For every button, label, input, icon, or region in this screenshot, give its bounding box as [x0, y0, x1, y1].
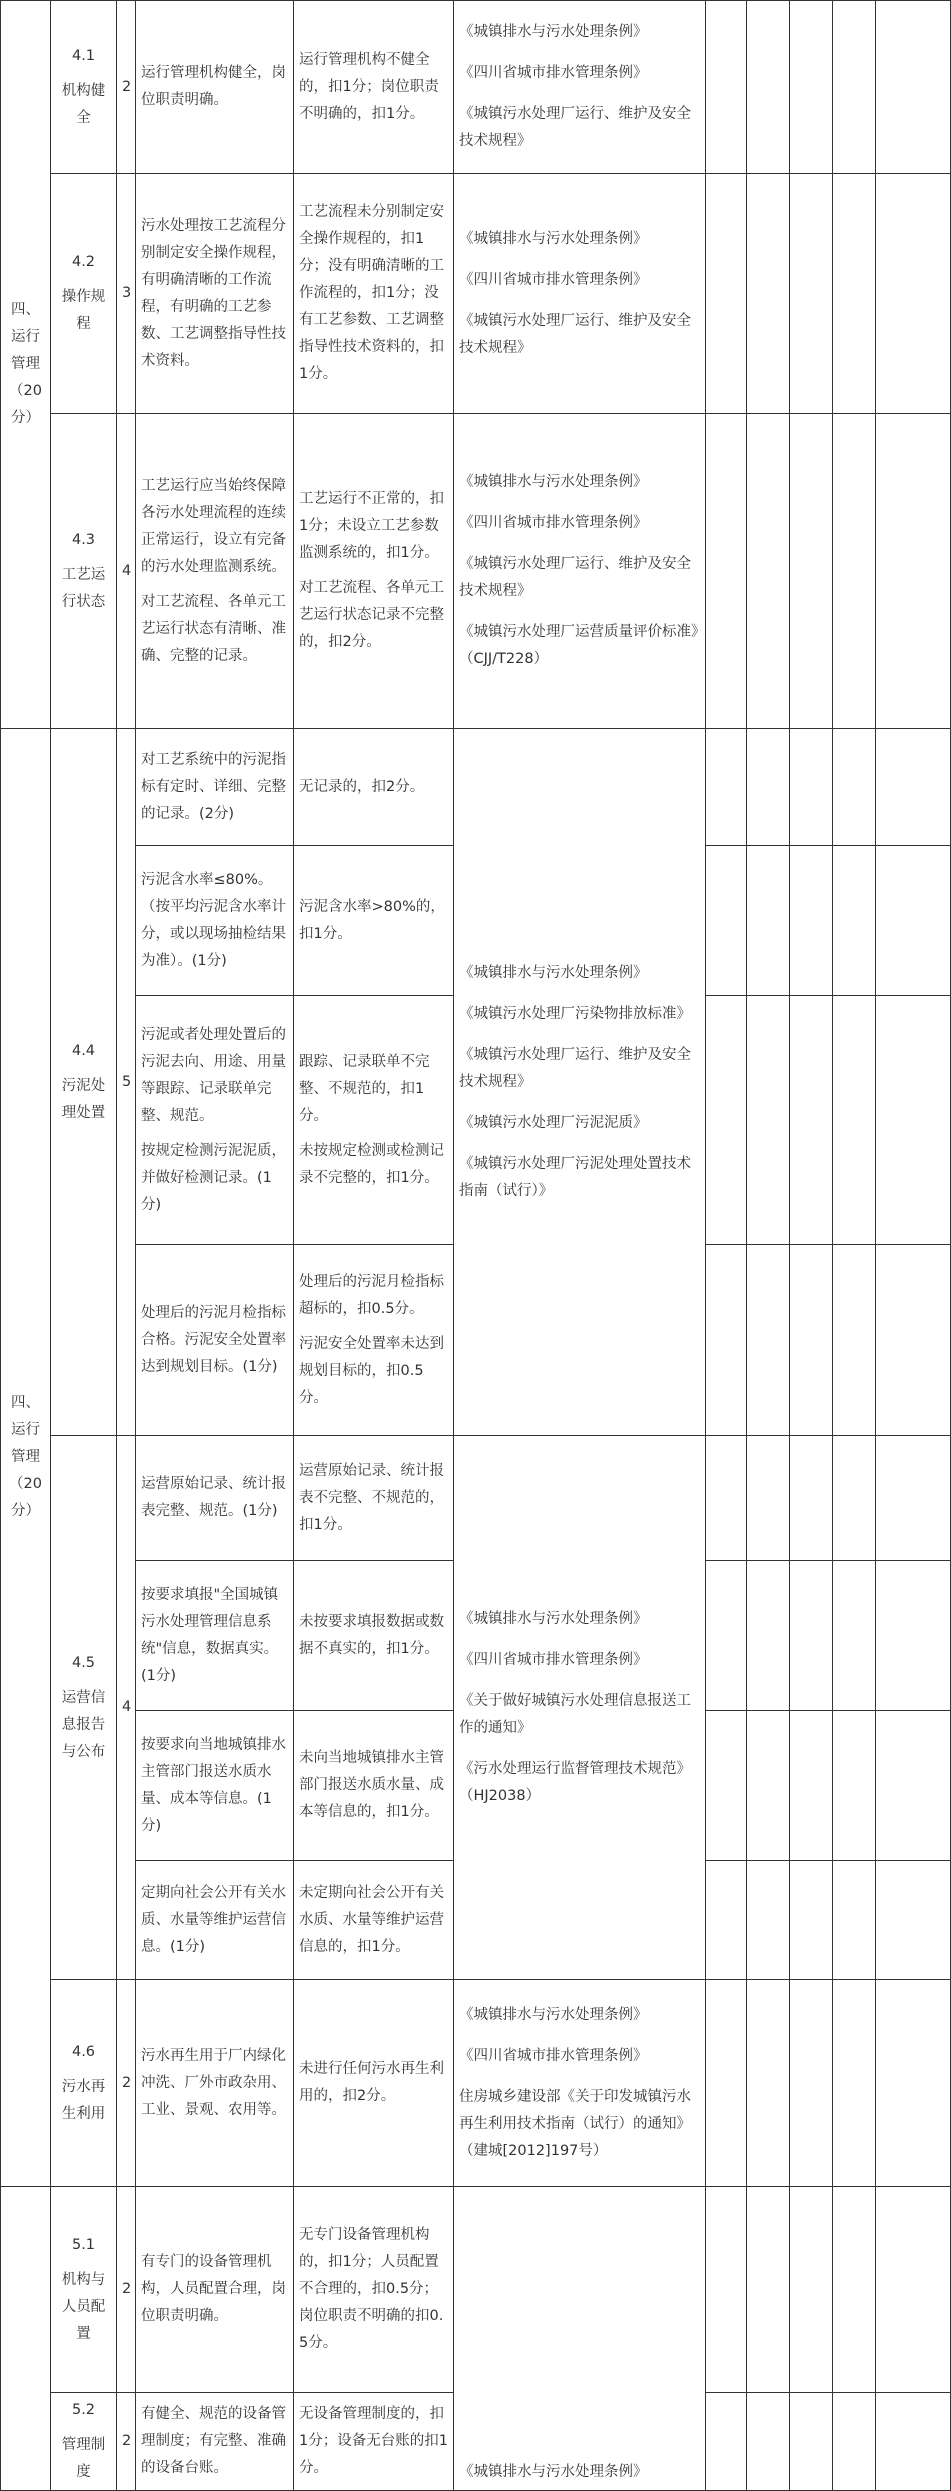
- item-deduction: 工艺流程未分别制定安全操作规程的，扣1分；没有明确清晰的工作流程的，扣1分；没有工艺参数、工艺调整指导性技术资料的，扣1分。: [294, 174, 454, 414]
- blank-cell: [747, 996, 790, 1245]
- item-content: 处理后的污泥月检指标合格。污泥安全处置率达到规划目标。(1分): [136, 1245, 294, 1436]
- blank-cell: [790, 174, 833, 414]
- blank-cell: [706, 1436, 747, 1561]
- item-deduction: 未定期向社会公开有关水质、水量等维护运营信息的，扣1分。: [294, 1861, 454, 1980]
- blank-cell: [706, 729, 747, 846]
- blank-cell: [833, 1980, 876, 2187]
- blank-cell: [876, 846, 951, 996]
- item-references: 《城镇排水与污水处理条例》 《四川省城市排水管理条例》 《城镇污水处理厂运行、维护及安全技术规程》: [454, 1, 706, 174]
- blank-cell: [747, 174, 790, 414]
- blank-cell: [747, 1245, 790, 1436]
- item-content: 污水再生用于厂内绿化冲洗、厂外市政杂用、工业、景观、农用等。: [136, 1980, 294, 2187]
- item-code-name: 5.2 管理制度: [51, 2393, 117, 2491]
- table-row: [1, 729, 951, 846]
- section-label-ops-a: 四、运行管理（20分）: [1, 1, 51, 729]
- blank-cell: [706, 1561, 747, 1711]
- item-content: 运行管理机构健全，岗位职责明确。: [136, 1, 294, 174]
- item-content: 定期向社会公开有关水质、水量等维护运营信息。(1分): [136, 1861, 294, 1980]
- blank-cell: [790, 846, 833, 996]
- blank-cell: [876, 414, 951, 729]
- blank-cell: [833, 1561, 876, 1711]
- blank-cell: [706, 996, 747, 1245]
- item-deduction: 未按要求填报数据或数据不真实的，扣1分。: [294, 1561, 454, 1711]
- item-score: 2: [117, 2393, 136, 2491]
- item-content: 按要求向当地城镇排水主管部门报送水质水量、成本等信息。(1分): [136, 1711, 294, 1861]
- blank-cell: [747, 2187, 790, 2393]
- blank-cell: [706, 1, 747, 174]
- blank-cell: [876, 2393, 951, 2491]
- table-row: [1, 1, 951, 174]
- blank-cell: [790, 1980, 833, 2187]
- blank-cell: [747, 1436, 790, 1561]
- item-deduction: 运行管理机构不健全的，扣1分；岗位职责不明确的，扣1分。: [294, 1, 454, 174]
- blank-cell: [876, 1980, 951, 2187]
- blank-cell: [833, 1436, 876, 1561]
- item-deduction: 处理后的污泥月检指标超标的，扣0.5分。 污泥安全处置率未达到规划目标的，扣0.5分。: [294, 1245, 454, 1436]
- item-code-name: 4.1 机构健全: [51, 1, 117, 174]
- item-content: 有健全、规范的设备管理制度；有完整、准确的设备台账。: [136, 2393, 294, 2491]
- blank-cell: [747, 1861, 790, 1980]
- item-content: 污泥或者处理处置后的污泥去向、用途、用量等跟踪、记录联单完整、规范。 按规定检测污泥泥质，并做好检测记录。(1分): [136, 996, 294, 1245]
- blank-cell: [747, 846, 790, 996]
- blank-cell: [747, 1980, 790, 2187]
- item-deduction: 未向当地城镇排水主管部门报送水质水量、成本等信息的，扣1分。: [294, 1711, 454, 1861]
- blank-cell: [706, 1711, 747, 1861]
- blank-cell: [833, 1711, 876, 1861]
- item-content: 污泥含水率≤80%。（按平均污泥含水率计分，或以现场抽检结果为准）。(1分): [136, 846, 294, 996]
- item-deduction: 无记录的，扣2分。: [294, 729, 454, 846]
- blank-cell: [833, 414, 876, 729]
- table-row: [1, 1980, 951, 2187]
- blank-cell: [876, 1561, 951, 1711]
- item-score: 4: [117, 1436, 136, 1980]
- blank-cell: [790, 2187, 833, 2393]
- blank-cell: [706, 2187, 747, 2393]
- item-references: 《城镇排水与污水处理条例》 《四川省城市排水管理条例》 《城镇污水处理厂运行、维护及安全技术规程》 《城镇污水处理厂运营质量评价标准》（CJJ/T228）: [454, 414, 706, 729]
- blank-cell: [790, 996, 833, 1245]
- item-deduction: 无专门设备管理机构的，扣1分；人员配置不合理的，扣0.5分；岗位职责不明确的扣0.5分。: [294, 2187, 454, 2393]
- blank-cell: [876, 1, 951, 174]
- item-content: 工艺运行应当始终保障各污水处理流程的连续正常运行，设立有完备的污水处理监测系统。 对工艺流程、各单元工艺运行状态有清晰、准确、完整的记录。: [136, 414, 294, 729]
- blank-cell: [876, 2187, 951, 2393]
- item-references: 《城镇排水与污水处理条例》: [454, 2187, 706, 2491]
- item-references: 《城镇排水与污水处理条例》 《四川省城市排水管理条例》 住房城乡建设部《关于印发城镇污水再生利用技术指南（试行）的通知》（建城[2012]197号）: [454, 1980, 706, 2187]
- blank-cell: [833, 1861, 876, 1980]
- item-content: 污水处理按工艺流程分别制定安全操作规程，有明确清晰的工作流程，有明确的工艺参数、工艺调整指导性技术资料。: [136, 174, 294, 414]
- item-deduction: 工艺运行不正常的，扣1分；未设立工艺参数监测系统的，扣1分。 对工艺流程、各单元工艺运行状态记录不完整的，扣2分。: [294, 414, 454, 729]
- item-code-name: 4.6 污水再生利用: [51, 1980, 117, 2187]
- blank-cell: [876, 729, 951, 846]
- item-deduction: 污泥含水率>80%的，扣1分。: [294, 846, 454, 996]
- item-score: 2: [117, 1, 136, 174]
- table-row: [1, 174, 951, 414]
- section-label-ops-b: 四、运行管理（20分）: [1, 729, 51, 2187]
- item-code-name: 4.4 污泥处理处置: [51, 729, 117, 1436]
- blank-cell: [790, 729, 833, 846]
- item-deduction: 跟踪、记录联单不完整、不规范的，扣1分。 未按规定检测或检测记录不完整的，扣1分。: [294, 996, 454, 1245]
- blank-cell: [790, 414, 833, 729]
- blank-cell: [747, 1711, 790, 1861]
- item-content: 有专门的设备管理机构，人员配置合理，岗位职责明确。: [136, 2187, 294, 2393]
- blank-cell: [876, 1245, 951, 1436]
- item-score: 2: [117, 2187, 136, 2393]
- table-row: [1, 414, 951, 729]
- blank-cell: [876, 996, 951, 1245]
- blank-cell: [790, 1245, 833, 1436]
- blank-cell: [790, 1561, 833, 1711]
- blank-cell: [790, 1436, 833, 1561]
- item-code-name: 4.5 运营信息报告与公布: [51, 1436, 117, 1980]
- blank-cell: [747, 1, 790, 174]
- blank-cell: [706, 2393, 747, 2491]
- blank-cell: [790, 2393, 833, 2491]
- blank-cell: [876, 1711, 951, 1861]
- item-code-name: 4.3 工艺运行状态: [51, 414, 117, 729]
- item-content: 对工艺系统中的污泥指标有定时、详细、完整的记录。(2分): [136, 729, 294, 846]
- blank-cell: [706, 174, 747, 414]
- item-code-name: 4.2 操作规程: [51, 174, 117, 414]
- item-score: 2: [117, 1980, 136, 2187]
- item-deduction: 运营原始记录、统计报表不完整、不规范的，扣1分。: [294, 1436, 454, 1561]
- table-row: [1, 1436, 951, 1561]
- table-row: [1, 2187, 951, 2393]
- blank-cell: [876, 1436, 951, 1561]
- item-references: 《城镇排水与污水处理条例》 《四川省城市排水管理条例》 《关于做好城镇污水处理信息报送工作的通知》 《污水处理运行监督管理技术规范》（HJ2038）: [454, 1436, 706, 1980]
- blank-cell: [833, 2187, 876, 2393]
- item-score: 4: [117, 414, 136, 729]
- item-score: 3: [117, 174, 136, 414]
- item-deduction: 未进行任何污水再生利用的，扣2分。: [294, 1980, 454, 2187]
- item-content: 按要求填报"全国城镇污水处理管理信息系统"信息，数据真实。(1分): [136, 1561, 294, 1711]
- item-references: 《城镇排水与污水处理条例》 《四川省城市排水管理条例》 《城镇污水处理厂运行、维护及安全技术规程》: [454, 174, 706, 414]
- blank-cell: [833, 1245, 876, 1436]
- item-score: 5: [117, 729, 136, 1436]
- item-content: 运营原始记录、统计报表完整、规范。(1分): [136, 1436, 294, 1561]
- blank-cell: [747, 2393, 790, 2491]
- item-references: 《城镇排水与污水处理条例》 《城镇污水处理厂污染物排放标准》 《城镇污水处理厂运行、维护及安全技术规程》 《城镇污水处理厂污泥泥质》 《城镇污水处理厂污泥处理处置技术指南（试行）》: [454, 729, 706, 1436]
- item-deduction: 无设备管理制度的，扣1分；设备无台账的扣1分。: [294, 2393, 454, 2491]
- blank-cell: [747, 1561, 790, 1711]
- blank-cell: [833, 996, 876, 1245]
- blank-cell: [706, 1980, 747, 2187]
- blank-cell: [833, 729, 876, 846]
- blank-cell: [833, 2393, 876, 2491]
- blank-cell: [833, 846, 876, 996]
- blank-cell: [790, 1861, 833, 1980]
- item-code-name: 5.1 机构与人员配置: [51, 2187, 117, 2393]
- blank-cell: [790, 1, 833, 174]
- blank-cell: [876, 174, 951, 414]
- blank-cell: [747, 729, 790, 846]
- section-label-cell: [1, 2187, 51, 2491]
- blank-cell: [876, 1861, 951, 1980]
- blank-cell: [706, 1245, 747, 1436]
- blank-cell: [747, 414, 790, 729]
- blank-cell: [706, 414, 747, 729]
- blank-cell: [706, 1861, 747, 1980]
- blank-cell: [833, 174, 876, 414]
- blank-cell: [833, 1, 876, 174]
- blank-cell: [790, 1711, 833, 1861]
- blank-cell: [706, 846, 747, 996]
